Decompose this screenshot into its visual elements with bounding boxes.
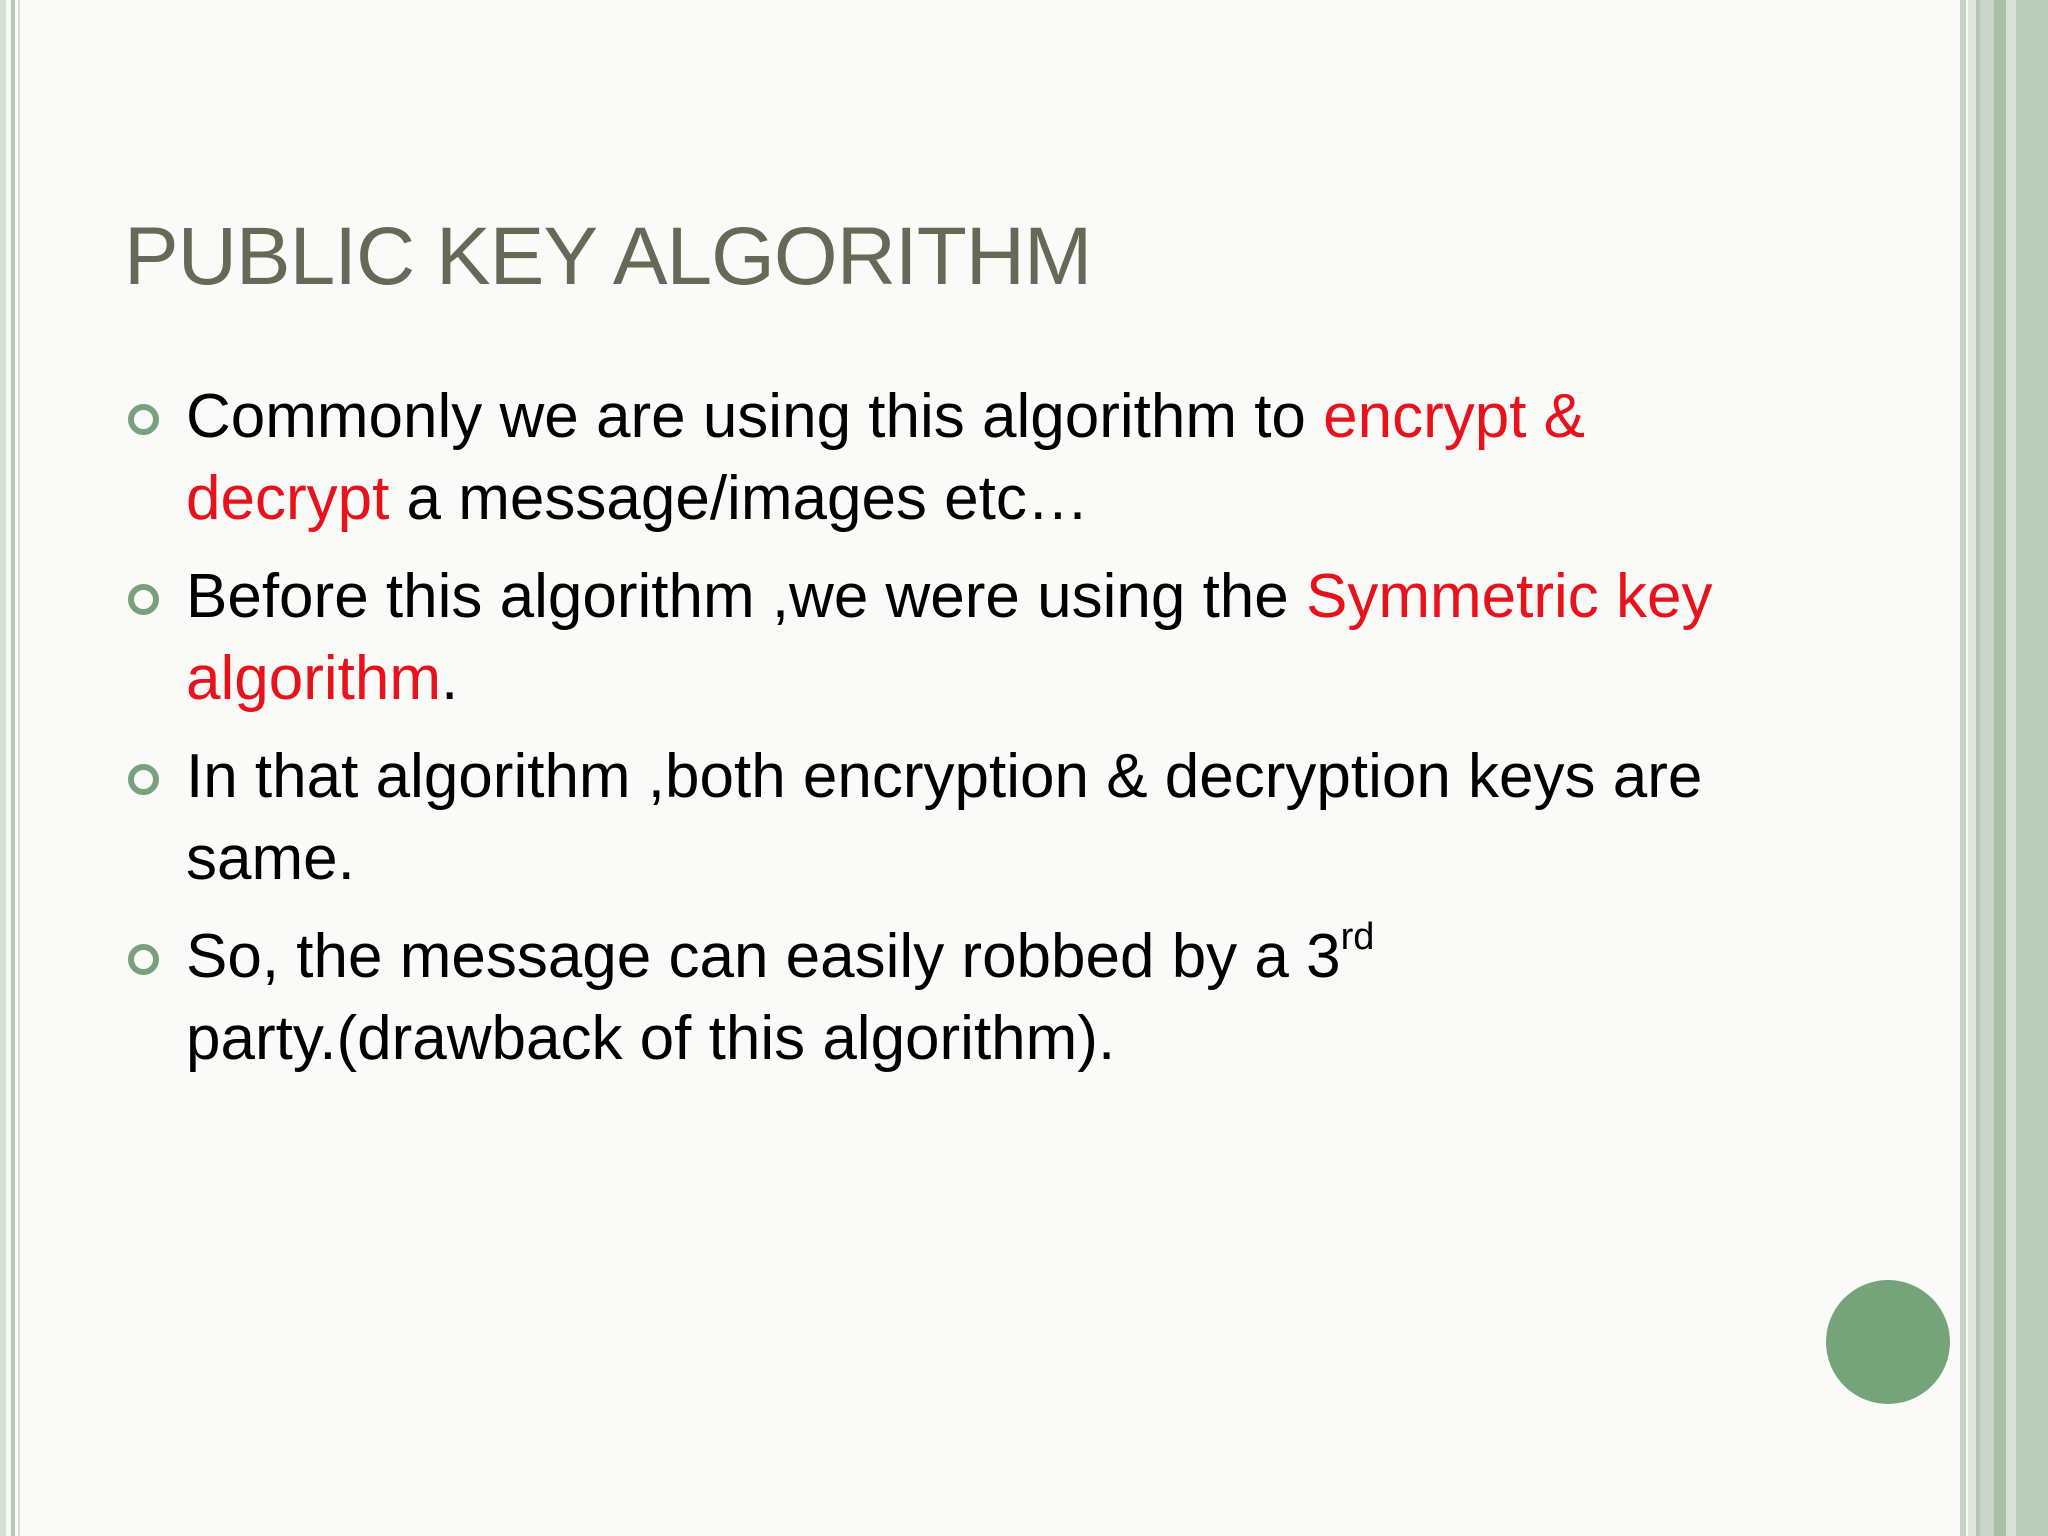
bullet-text: . — [441, 644, 459, 713]
bullet-text: In that algorithm ,both encryption & decryption keys are same. — [186, 742, 1703, 893]
right-border-band — [1994, 0, 2006, 1536]
left-border-line — [0, 0, 6, 1536]
bullet-item — [128, 376, 1768, 540]
left-border-line — [11, 0, 15, 1536]
right-border-band — [1980, 0, 1994, 1536]
right-border-band — [2016, 0, 2048, 1536]
bullet-text: So, the message can easily robbed by a 3 — [186, 922, 1341, 991]
right-border-band — [2006, 0, 2016, 1536]
hollow-circle-bullet-icon — [128, 944, 159, 975]
bullet-text: Commonly we are using this algorithm to — [186, 382, 1324, 451]
bullet-item — [128, 736, 1768, 900]
bullet-superscript: rd — [1340, 916, 1375, 959]
bullet-highlight: Symmetric key algorithm — [186, 562, 1713, 713]
filled-circle-decoration-icon — [1826, 1280, 1950, 1404]
bullet-item — [128, 916, 1768, 1080]
hollow-circle-bullet-icon — [128, 404, 159, 435]
bullet-list — [128, 376, 1768, 1096]
right-border-band — [1968, 0, 1976, 1536]
slide-title: PUBLIC KEY ALGORITHM — [124, 211, 1092, 302]
hollow-circle-bullet-icon — [128, 584, 159, 615]
bullet-text: a message/images etc… — [389, 464, 1089, 533]
hollow-circle-bullet-icon — [128, 764, 159, 795]
bullet-item — [128, 556, 1768, 720]
bullet-text: party.(drawback of this algorithm). — [186, 1004, 1116, 1073]
bullet-highlight: encrypt & decrypt — [186, 382, 1586, 533]
right-border-band — [1960, 0, 1966, 1536]
bullet-text: Before this algorithm ,we were using the — [186, 562, 1306, 631]
left-border-line — [18, 0, 20, 1536]
